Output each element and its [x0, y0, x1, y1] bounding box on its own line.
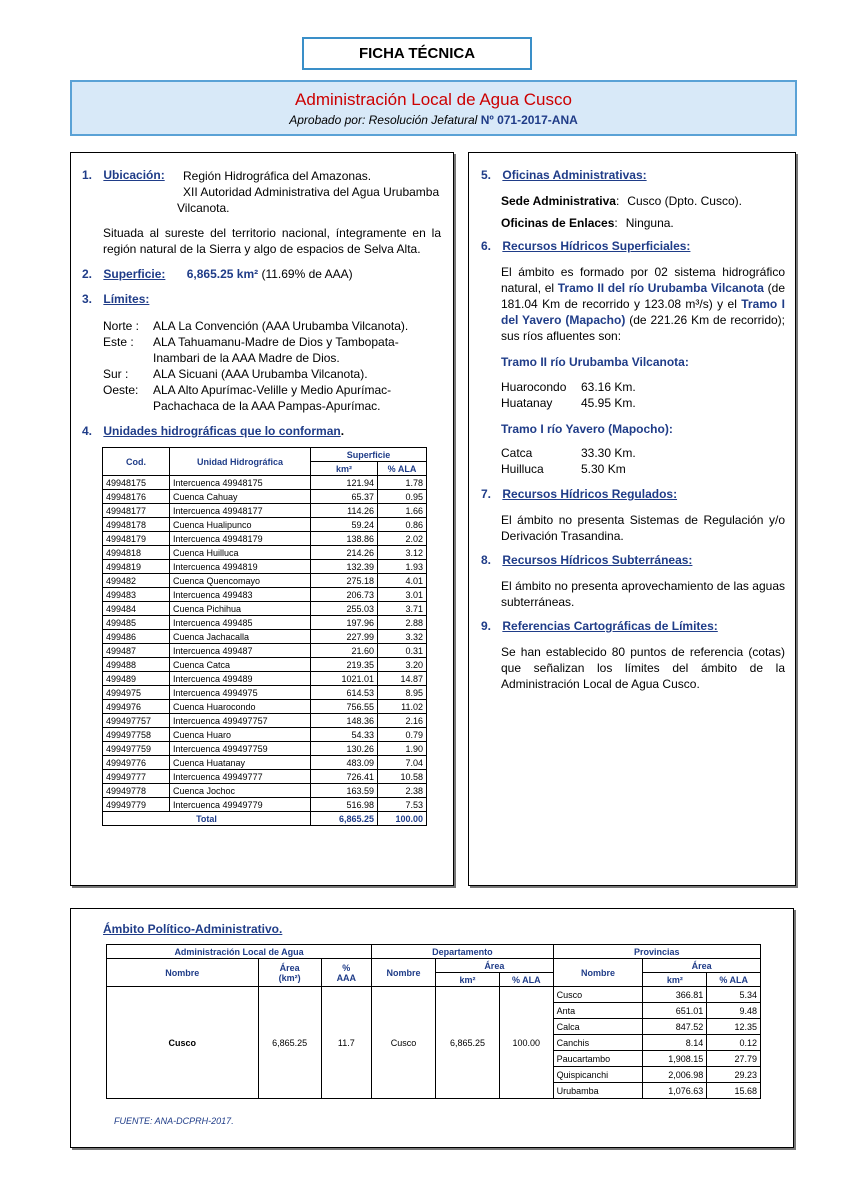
- prov-pct: 0.12: [707, 1035, 761, 1051]
- cell-km2: 1021.01: [311, 672, 378, 686]
- total-km: 6,865.25: [311, 812, 378, 826]
- section-ubicacion: 1. Ubicación:: [82, 168, 165, 182]
- river-name: Huilluca: [501, 462, 544, 476]
- cell-km2: 483.09: [311, 756, 378, 770]
- table-row: [103, 532, 427, 546]
- subterraneas-para: El ámbito no presenta aprovechamiento de las aguas subterráneas.: [501, 579, 785, 609]
- table-row: [103, 714, 427, 728]
- cell-unidad: Cuenca Huatanay: [170, 756, 311, 770]
- cell-unidad: Intercuenca 499497757: [170, 714, 311, 728]
- cell-unidad: Intercuenca 4994975: [170, 686, 311, 700]
- cell-unidad: Intercuenca 49949779: [170, 798, 311, 812]
- ficha-title: FICHA TÉCNICA: [302, 37, 532, 70]
- section-superficie: 2. Superficie: 6,865.25 km² (11.69% de AAA): [82, 267, 353, 281]
- cell-km2: 255.03: [311, 602, 378, 616]
- table-row: [103, 518, 427, 532]
- tramo1-list: [501, 445, 636, 477]
- cell-km2: 148.36: [311, 714, 378, 728]
- section-subterraneas: 8. Recursos Hídricos Subterráneas:: [481, 553, 693, 567]
- table-row: [103, 504, 427, 518]
- cell-pct: 14.87: [378, 672, 427, 686]
- cell-unidad: Cuenca Quencomayo: [170, 574, 311, 588]
- prov-pct: 12.35: [707, 1019, 761, 1035]
- cell-cod: 499489: [103, 672, 170, 686]
- cell-km2: 726.41: [311, 770, 378, 784]
- cell-pct: 0.31: [378, 644, 427, 658]
- cell-pct: 11.02: [378, 700, 427, 714]
- cell-km2: 214.26: [311, 546, 378, 560]
- ambito-title: Ámbito Político-Administrativo.: [103, 922, 283, 936]
- table-row: [103, 560, 427, 574]
- cell-unidad: Intercuenca 4994819: [170, 560, 311, 574]
- cell-pct: 4.01: [378, 574, 427, 588]
- tramo2-title: Tramo II río Urubamba Vilcanota:: [501, 355, 689, 369]
- oficinas-list: Sede Administrativa: Cusco (Dpto. Cusco). Oficinas de Enlaces: Ninguna.: [501, 194, 742, 230]
- cell-km2: 756.55: [311, 700, 378, 714]
- section-oficinas: 5. Oficinas Administrativas:: [481, 168, 647, 182]
- col-pct-ala: % ALA: [378, 462, 427, 476]
- ubicacion-para: Situada al sureste del territorio nacional, íntegramente en la región natural de la Sierra y algo de espacios de Selva Alta.: [103, 226, 441, 256]
- cell-cod: 49948177: [103, 504, 170, 518]
- section-superficiales: 6. Recursos Hídricos Superficiales:: [481, 239, 691, 253]
- dep-nombre: Cusco: [372, 987, 436, 1099]
- bottom-panel: [70, 908, 794, 1148]
- cell-pct: 8.95: [378, 686, 427, 700]
- cell-km2: 197.96: [311, 616, 378, 630]
- col-km2: km²: [311, 462, 378, 476]
- col-departamento: Departamento: [372, 945, 554, 959]
- cell-cod: 49948178: [103, 518, 170, 532]
- dep-km: 6,865.25: [436, 987, 500, 1099]
- cell-cod: 4994976: [103, 700, 170, 714]
- cell-unidad: Cuenca Jochoc: [170, 784, 311, 798]
- prov-km: 2,006.98: [643, 1067, 707, 1083]
- ubicacion-line3: Vilcanota.: [177, 201, 230, 215]
- table-row: [103, 728, 427, 742]
- list-item: [501, 445, 636, 461]
- cell-km2: 227.99: [311, 630, 378, 644]
- ambito-table: [106, 944, 761, 1099]
- cell-cod: 49948179: [103, 532, 170, 546]
- cell-cod: 4994818: [103, 546, 170, 560]
- prov-pct: 27.79: [707, 1051, 761, 1067]
- unidades-table: [102, 447, 427, 826]
- prov-nombre: Paucartambo: [553, 1051, 643, 1067]
- list-item: [501, 461, 636, 477]
- cell-km2: 121.94: [311, 476, 378, 490]
- table-row: [103, 798, 427, 812]
- cell-pct: 3.20: [378, 658, 427, 672]
- cell-cod: 49949776: [103, 756, 170, 770]
- tramo1-title: Tramo I río Yavero (Mapocho):: [501, 422, 673, 436]
- cell-unidad: Intercuenca 499497759: [170, 742, 311, 756]
- cell-km2: 138.86: [311, 532, 378, 546]
- prov-nombre: Anta: [553, 1003, 643, 1019]
- cell-unidad: Intercuenca 499485: [170, 616, 311, 630]
- table-row: [103, 630, 427, 644]
- cell-unidad: Cuenca Huaro: [170, 728, 311, 742]
- cell-pct: 2.38: [378, 784, 427, 798]
- col-superficie: Superficie: [311, 448, 427, 462]
- ubicacion-line2: XII Autoridad Administrativa del Agua Urubamba: [183, 185, 440, 199]
- cell-cod: 4994819: [103, 560, 170, 574]
- ala-pct: 11.7: [321, 987, 372, 1099]
- section-referencias: 9. Referencias Cartográficas de Límites:: [481, 619, 718, 633]
- list-item: [501, 395, 636, 411]
- col-cod: Cod.: [103, 448, 170, 476]
- cell-pct: 1.78: [378, 476, 427, 490]
- table-row: [103, 686, 427, 700]
- river-length: 5.30 Km: [581, 462, 626, 476]
- cell-pct: 3.01: [378, 588, 427, 602]
- cell-unidad: Intercuenca 49949777: [170, 770, 311, 784]
- col-provincias: Provincias: [553, 945, 760, 959]
- col-unidad: Unidad Hidrográfica: [170, 448, 311, 476]
- prov-pct-head: % ALA: [707, 973, 761, 987]
- ubicacion-line1: Región Hidrográfica del Amazonas.: [183, 169, 372, 183]
- river-length: 33.30 Km.: [581, 446, 636, 460]
- cell-unidad: Cuenca Jachacalla: [170, 630, 311, 644]
- ala-area: 6,865.25: [258, 987, 321, 1099]
- doc-title: Administración Local de Agua Cusco: [295, 90, 572, 109]
- cell-cod: 49948176: [103, 490, 170, 504]
- cell-unidad: Intercuenca 499489: [170, 672, 311, 686]
- cell-pct: 3.12: [378, 546, 427, 560]
- table-row: [103, 756, 427, 770]
- cell-pct: 1.90: [378, 742, 427, 756]
- prov-pct: 15.68: [707, 1083, 761, 1099]
- ala-nombre-head: Nombre: [107, 959, 259, 987]
- cell-unidad: Cuenca Cahuay: [170, 490, 311, 504]
- cell-km2: 219.35: [311, 658, 378, 672]
- river-length: 45.95 Km.: [581, 396, 636, 410]
- total-label: Total: [103, 812, 311, 826]
- table-row: [103, 784, 427, 798]
- cell-km2: 516.98: [311, 798, 378, 812]
- prov-km: 1,908.15: [643, 1051, 707, 1067]
- cell-km2: 614.53: [311, 686, 378, 700]
- cell-km2: 114.26: [311, 504, 378, 518]
- cell-cod: 49949778: [103, 784, 170, 798]
- cell-cod: 49949779: [103, 798, 170, 812]
- river-name: Catca: [501, 446, 533, 460]
- river-name: Huatanay: [501, 396, 553, 410]
- cell-unidad: Cuenca Pichihua: [170, 602, 311, 616]
- prov-pct: 9.48: [707, 1003, 761, 1019]
- cell-pct: 0.95: [378, 490, 427, 504]
- prov-nombre: Canchis: [553, 1035, 643, 1051]
- cell-cod: 499497759: [103, 742, 170, 756]
- table-row: [103, 700, 427, 714]
- section-limites: 3. Límites:: [82, 292, 150, 306]
- cell-unidad: Intercuenca 499483: [170, 588, 311, 602]
- ala-area-head: Área (km²): [258, 959, 321, 987]
- cell-cod: 4994975: [103, 686, 170, 700]
- prov-km: 366.81: [643, 987, 707, 1003]
- cell-unidad: Intercuenca 499487: [170, 644, 311, 658]
- cell-pct: 0.79: [378, 728, 427, 742]
- table-row: [103, 770, 427, 784]
- prov-km-head: km²: [643, 973, 707, 987]
- header-box: [70, 80, 797, 136]
- doc-subtitle: Aprobado por: Resolución Jefatural Nº 071-2017-ANA: [289, 113, 578, 127]
- dep-km-head: km²: [436, 973, 500, 987]
- table-row: [103, 672, 427, 686]
- river-name: Huarocondo: [501, 380, 567, 394]
- cell-unidad: Cuenca Catca: [170, 658, 311, 672]
- ala-nombre: Cusco: [107, 987, 259, 1099]
- table-row: [103, 602, 427, 616]
- prov-km: 8.14: [643, 1035, 707, 1051]
- dep-pct-head: % ALA: [499, 973, 553, 987]
- ala-pct-head: % AAA: [321, 959, 372, 987]
- section-regulados: 7. Recursos Hídricos Regulados:: [481, 487, 678, 501]
- cell-cod: 499484: [103, 602, 170, 616]
- cell-pct: 2.02: [378, 532, 427, 546]
- cell-km2: 206.73: [311, 588, 378, 602]
- dep-nombre-head: Nombre: [372, 959, 436, 987]
- superficiales-para: El ámbito es formado por 02 sistema hidrográfico natural, el Tramo II del río Urubamba Vilcanota (de 181.04 Km de recorrido y 123.08 m³/s) y el Tramo I del Yavero (Mapacho) (de 221.26 Km de recorrido); sus ríos afluentes son:: [501, 265, 785, 343]
- cell-pct: 0.86: [378, 518, 427, 532]
- cell-km2: 54.33: [311, 728, 378, 742]
- prov-km: 651.01: [643, 1003, 707, 1019]
- prov-nombre-head: Nombre: [553, 959, 643, 987]
- table-row: [103, 616, 427, 630]
- cell-unidad: Cuenca Huilluca: [170, 546, 311, 560]
- cell-cod: 499485: [103, 616, 170, 630]
- cell-cod: 499487: [103, 644, 170, 658]
- prov-area-head: Área: [643, 959, 761, 973]
- prov-pct: 29.23: [707, 1067, 761, 1083]
- cell-cod: 499497757: [103, 714, 170, 728]
- cell-pct: 3.32: [378, 630, 427, 644]
- cell-km2: 132.39: [311, 560, 378, 574]
- prov-km: 847.52: [643, 1019, 707, 1035]
- cell-unidad: Intercuenca 49948177: [170, 504, 311, 518]
- cell-cod: 499497758: [103, 728, 170, 742]
- cell-pct: 1.66: [378, 504, 427, 518]
- cell-pct: 7.04: [378, 756, 427, 770]
- tramo2-list: [501, 379, 636, 411]
- cell-cod: 49949777: [103, 770, 170, 784]
- cell-pct: 2.88: [378, 616, 427, 630]
- cell-cod: 499486: [103, 630, 170, 644]
- cell-unidad: Cuenca Hualipunco: [170, 518, 311, 532]
- section-unidades: 4. Unidades hidrográficas que lo conforman.: [82, 424, 345, 438]
- cell-km2: 21.60: [311, 644, 378, 658]
- regulados-para: El ámbito no presenta Sistemas de Regulación y/o Derivación Trasandina.: [501, 513, 785, 543]
- cell-cod: 49948175: [103, 476, 170, 490]
- table-row: [103, 476, 427, 490]
- cell-unidad: Intercuenca 49948175: [170, 476, 311, 490]
- cell-km2: 163.59: [311, 784, 378, 798]
- cell-km2: 59.24: [311, 518, 378, 532]
- cell-km2: 130.26: [311, 742, 378, 756]
- cell-cod: 499488: [103, 658, 170, 672]
- cell-km2: 275.18: [311, 574, 378, 588]
- cell-pct: 1.93: [378, 560, 427, 574]
- dep-pct: 100.00: [499, 987, 553, 1099]
- total-pct: 100.00: [378, 812, 427, 826]
- prov-nombre: Calca: [553, 1019, 643, 1035]
- table-row: [103, 490, 427, 504]
- prov-nombre: Quispicanchi: [553, 1067, 643, 1083]
- table-row: [103, 574, 427, 588]
- cell-unidad: Intercuenca 49948179: [170, 532, 311, 546]
- table-row: [103, 658, 427, 672]
- cell-km2: 65.37: [311, 490, 378, 504]
- table-row: [103, 644, 427, 658]
- cell-cod: 499482: [103, 574, 170, 588]
- cell-pct: 3.71: [378, 602, 427, 616]
- fuente-note: FUENTE: ANA-DCPRH-2017.: [114, 1116, 234, 1126]
- dep-area-head: Área: [436, 959, 554, 973]
- table-row: [103, 742, 427, 756]
- col-ala: Administración Local de Agua: [107, 945, 372, 959]
- table-row: [107, 987, 761, 1003]
- river-length: 63.16 Km.: [581, 380, 636, 394]
- prov-nombre: Cusco: [553, 987, 643, 1003]
- prov-km: 1,076.63: [643, 1083, 707, 1099]
- cell-pct: 7.53: [378, 798, 427, 812]
- cell-cod: 499483: [103, 588, 170, 602]
- prov-nombre: Urubamba: [553, 1083, 643, 1099]
- table-row: [103, 588, 427, 602]
- cell-pct: 2.16: [378, 714, 427, 728]
- limites-list: Norte : ALA La Convención (AAA Urubamba Vilcanota). Este : ALA Tahuamanu-Madre de Dios y Tambopata- Inambari de la AAA Madre de Dios. Sur : ALA Sicuani (AAA Urubamba Vilcanota). Oeste: ALA Alto Apurímac-Velille y Medio Apurímac- Pachachaca de la AAA Pampas-Apurímac.: [103, 319, 409, 413]
- right-panel: [468, 152, 796, 886]
- table-row: [103, 546, 427, 560]
- cell-unidad: Cuenca Huarocondo: [170, 700, 311, 714]
- referencias-para: Se han establecido 80 puntos de referencia (cotas) que señalizan los límites del ámbito de la Administración Local de Agua Cusco.: [501, 645, 785, 691]
- list-item: [501, 379, 636, 395]
- cell-pct: 10.58: [378, 770, 427, 784]
- prov-pct: 5.34: [707, 987, 761, 1003]
- left-panel: [70, 152, 454, 886]
